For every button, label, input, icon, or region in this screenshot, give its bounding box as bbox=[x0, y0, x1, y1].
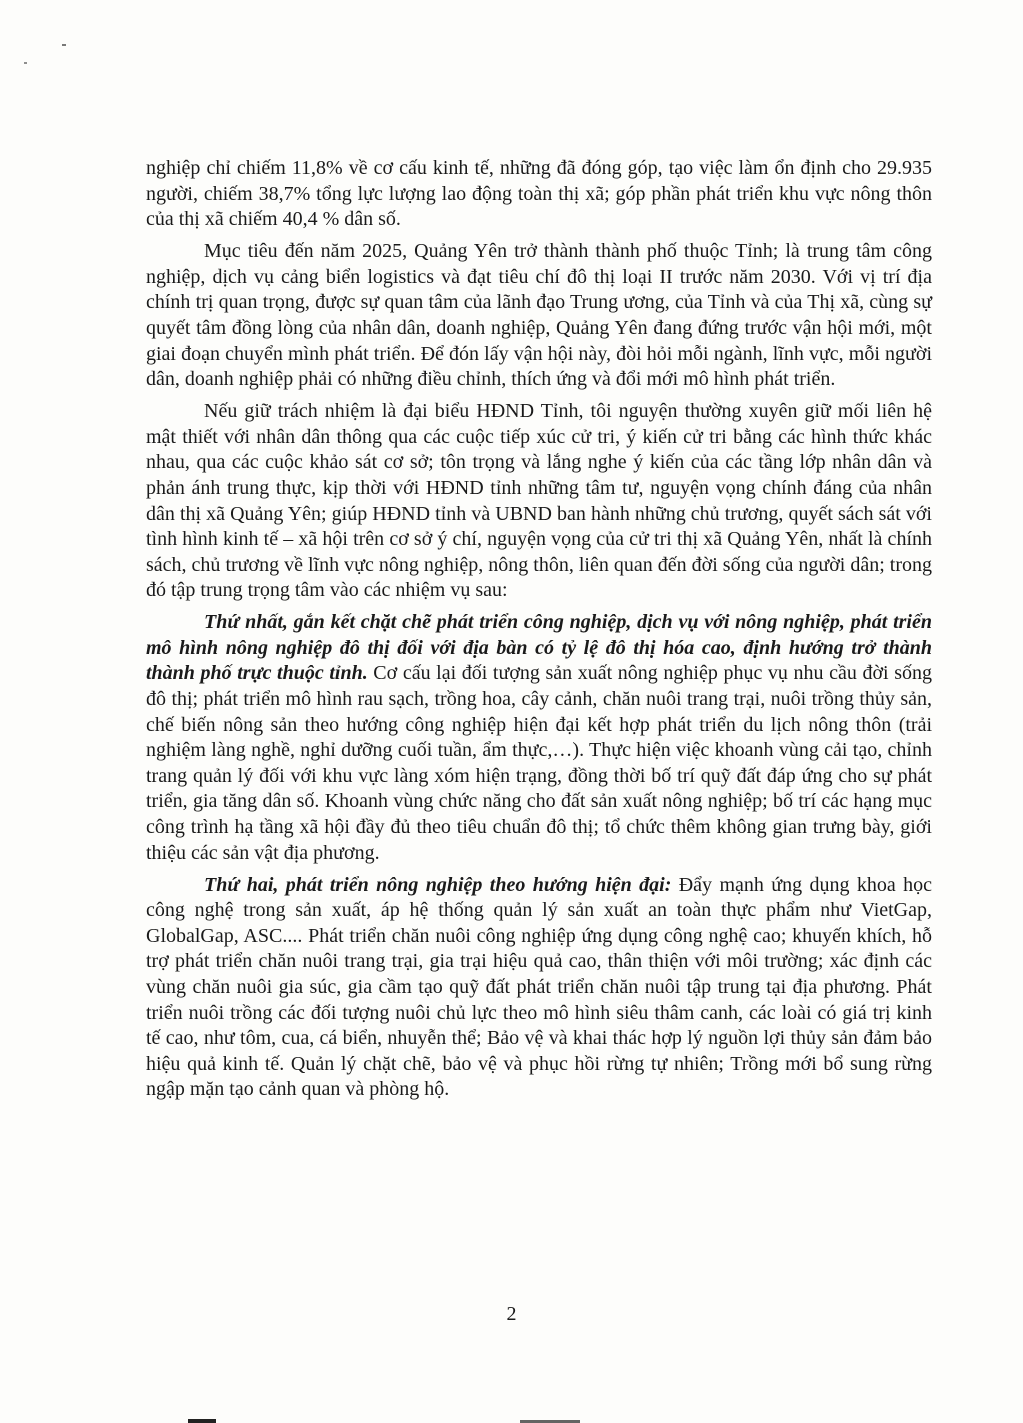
scan-speck bbox=[24, 62, 27, 64]
paragraph-goal-2025 bbox=[146, 239, 932, 393]
page-number: 2 bbox=[506, 1303, 517, 1325]
paragraph-text: Mục tiêu đến năm 2025, Quảng Yên trở thành thành phố thuộc Tỉnh; là trung tâm công nghiệp, dịch vụ cảng biển logistics và đạt tiêu chí đô thị loại II trước năm 2030. Với vị trí địa chính trị quan trọng, được sự quan tâm của lãnh đạo Trung ương, của Tỉnh và của Thị xã, cùng sự quyết tâm đồng lòng của nhân dân, doanh nghiệp, Quảng Yên đang đứng trước vận hội mới, một giai đoạn chuyển mình phát triển. Để đón lấy vận hội này, đòi hỏi mỗi ngành, lĩnh vực, mỗi người dân, doanh nghiệp phải có những điều chỉnh, thích ứng và đổi mới mô hình phát triển. bbox=[146, 240, 932, 391]
scan-edge-mark bbox=[188, 1419, 216, 1423]
paragraph-task-two bbox=[146, 873, 932, 1103]
paragraph-lead: Thứ hai, phát triển nông nghiệp theo hướng hiện đại: bbox=[204, 873, 672, 896]
paragraph-text: Đẩy mạnh ứng dụng khoa học công nghệ trong sản xuất, áp hệ thống quản lý sản xuất an toàn thực phẩm như VietGap, GlobalGap, ASC.... Phát triển chăn nuôi công nghiệp ứng dụng công nghệ cao; khuyến khích, hỗ trợ phát triển chăn nuôi trang trại, gia trại hiệu quả cao, thân thiện với môi trường; xác định các vùng chăn nuôi gia súc, gia cầm tạo quỹ đất phát triển chăn nuôi tập trung tại địa phương. Phát triển nuôi trồng các đối tượng nuôi chủ lực theo mô hình siêu thâm canh, các loài có giá trị kinh tế cao, như tôm, cua, cá biển, nhuyễn thể; Bảo vệ và khai thác hợp lý nguồn lợi thủy sản đảm bảo hiệu quả kinh tế. Quản lý chặt chẽ, bảo vệ và phục hồi rừng tự nhiên; Trồng mới bổ sung rừng ngập mặn tạo cảnh quan và phòng hộ. bbox=[146, 873, 932, 1101]
paragraph-text: Nếu giữ trách nhiệm là đại biểu HĐND Tỉnh, tôi nguyện thường xuyên giữ mối liên hệ mật thiết với nhân dân thông qua các cuộc tiếp xúc cử tri, ý kiến cử tri bằng các hình thức khác nhau, qua các cuộc khảo sát cơ sở; tôn trọng và lắng nghe ý kiến của các tầng lớp nhân dân và phản ánh trung thực, kịp thời với HĐND tỉnh những tâm tư, nguyện vọng chính đáng của nhân dân thị xã Quảng Yên; giúp HĐND tỉnh và UBND ban hành những chủ trương, quyết sách sát với tình hình kinh tế – xã hội trên cơ sở ý chí, nguyện vọng của cử tri thị xã Quảng Yên, nhất là chính sách, chủ trương về lĩnh vực nông nghiệp, nông thôn, liên quan đến đời sống của người dân; trong đó tập trung trọng tâm vào các nhiệm vụ sau: bbox=[146, 400, 932, 602]
scan-speck bbox=[62, 44, 66, 46]
paragraph-lead: Thứ nhất, gắn kết chặt chẽ phát triển công nghiệp, dịch vụ với nông nghiệp, phát triển mô hình nông nghiệp đô thị đối với địa bàn có tỷ lệ đô thị hóa cao, định hướng trở thành thành phố trực thuộc tỉnh. bbox=[146, 611, 932, 685]
paragraph-text: Cơ cấu lại đối tượng sản xuất nông nghiệp phục vụ nhu cầu đời sống đô thị; phát triển mô hình rau sạch, trồng hoa, cây cảnh, chăn nuôi trang trại, nuôi trồng thủy sản, chế biến nông sản theo hướng công nghiệp hiện đại kết hợp phát triển du lịch nông thôn (trải nghiệm làng nghề, nghỉ dưỡng cuối tuần, ẩm thực,…). Thực hiện việc khoanh vùng cải tạo, chỉnh trang quản lý đối với khu vực làng xóm hiện trạng, đồng thời bố trí quỹ đất đáp ứng cho sự phát triển, gia tăng dân số. Khoanh vùng chức năng cho đất sản xuất nông nghiệp; bố trí các hạng mục công trình hạ tầng xã hội đầy đủ theo tiêu chuẩn đô thị; tổ chức thêm không gian trưng bày, giới thiệu các sản vật địa phương. bbox=[146, 662, 932, 864]
paragraph-continuation bbox=[146, 156, 932, 233]
paragraph-commitment bbox=[146, 399, 932, 604]
body-text bbox=[146, 156, 932, 1109]
paragraph-text: nghiệp chỉ chiếm 11,8% về cơ cấu kinh tế, những đã đóng góp, tạo việc làm ổn định cho 29.935 người, chiếm 38,7% tổng lực lượng lao động toàn thị xã; góp phần phát triển khu vực nông thôn của thị xã chiếm 40,4 % dân số. bbox=[146, 157, 932, 231]
paragraph-task-one bbox=[146, 610, 932, 866]
